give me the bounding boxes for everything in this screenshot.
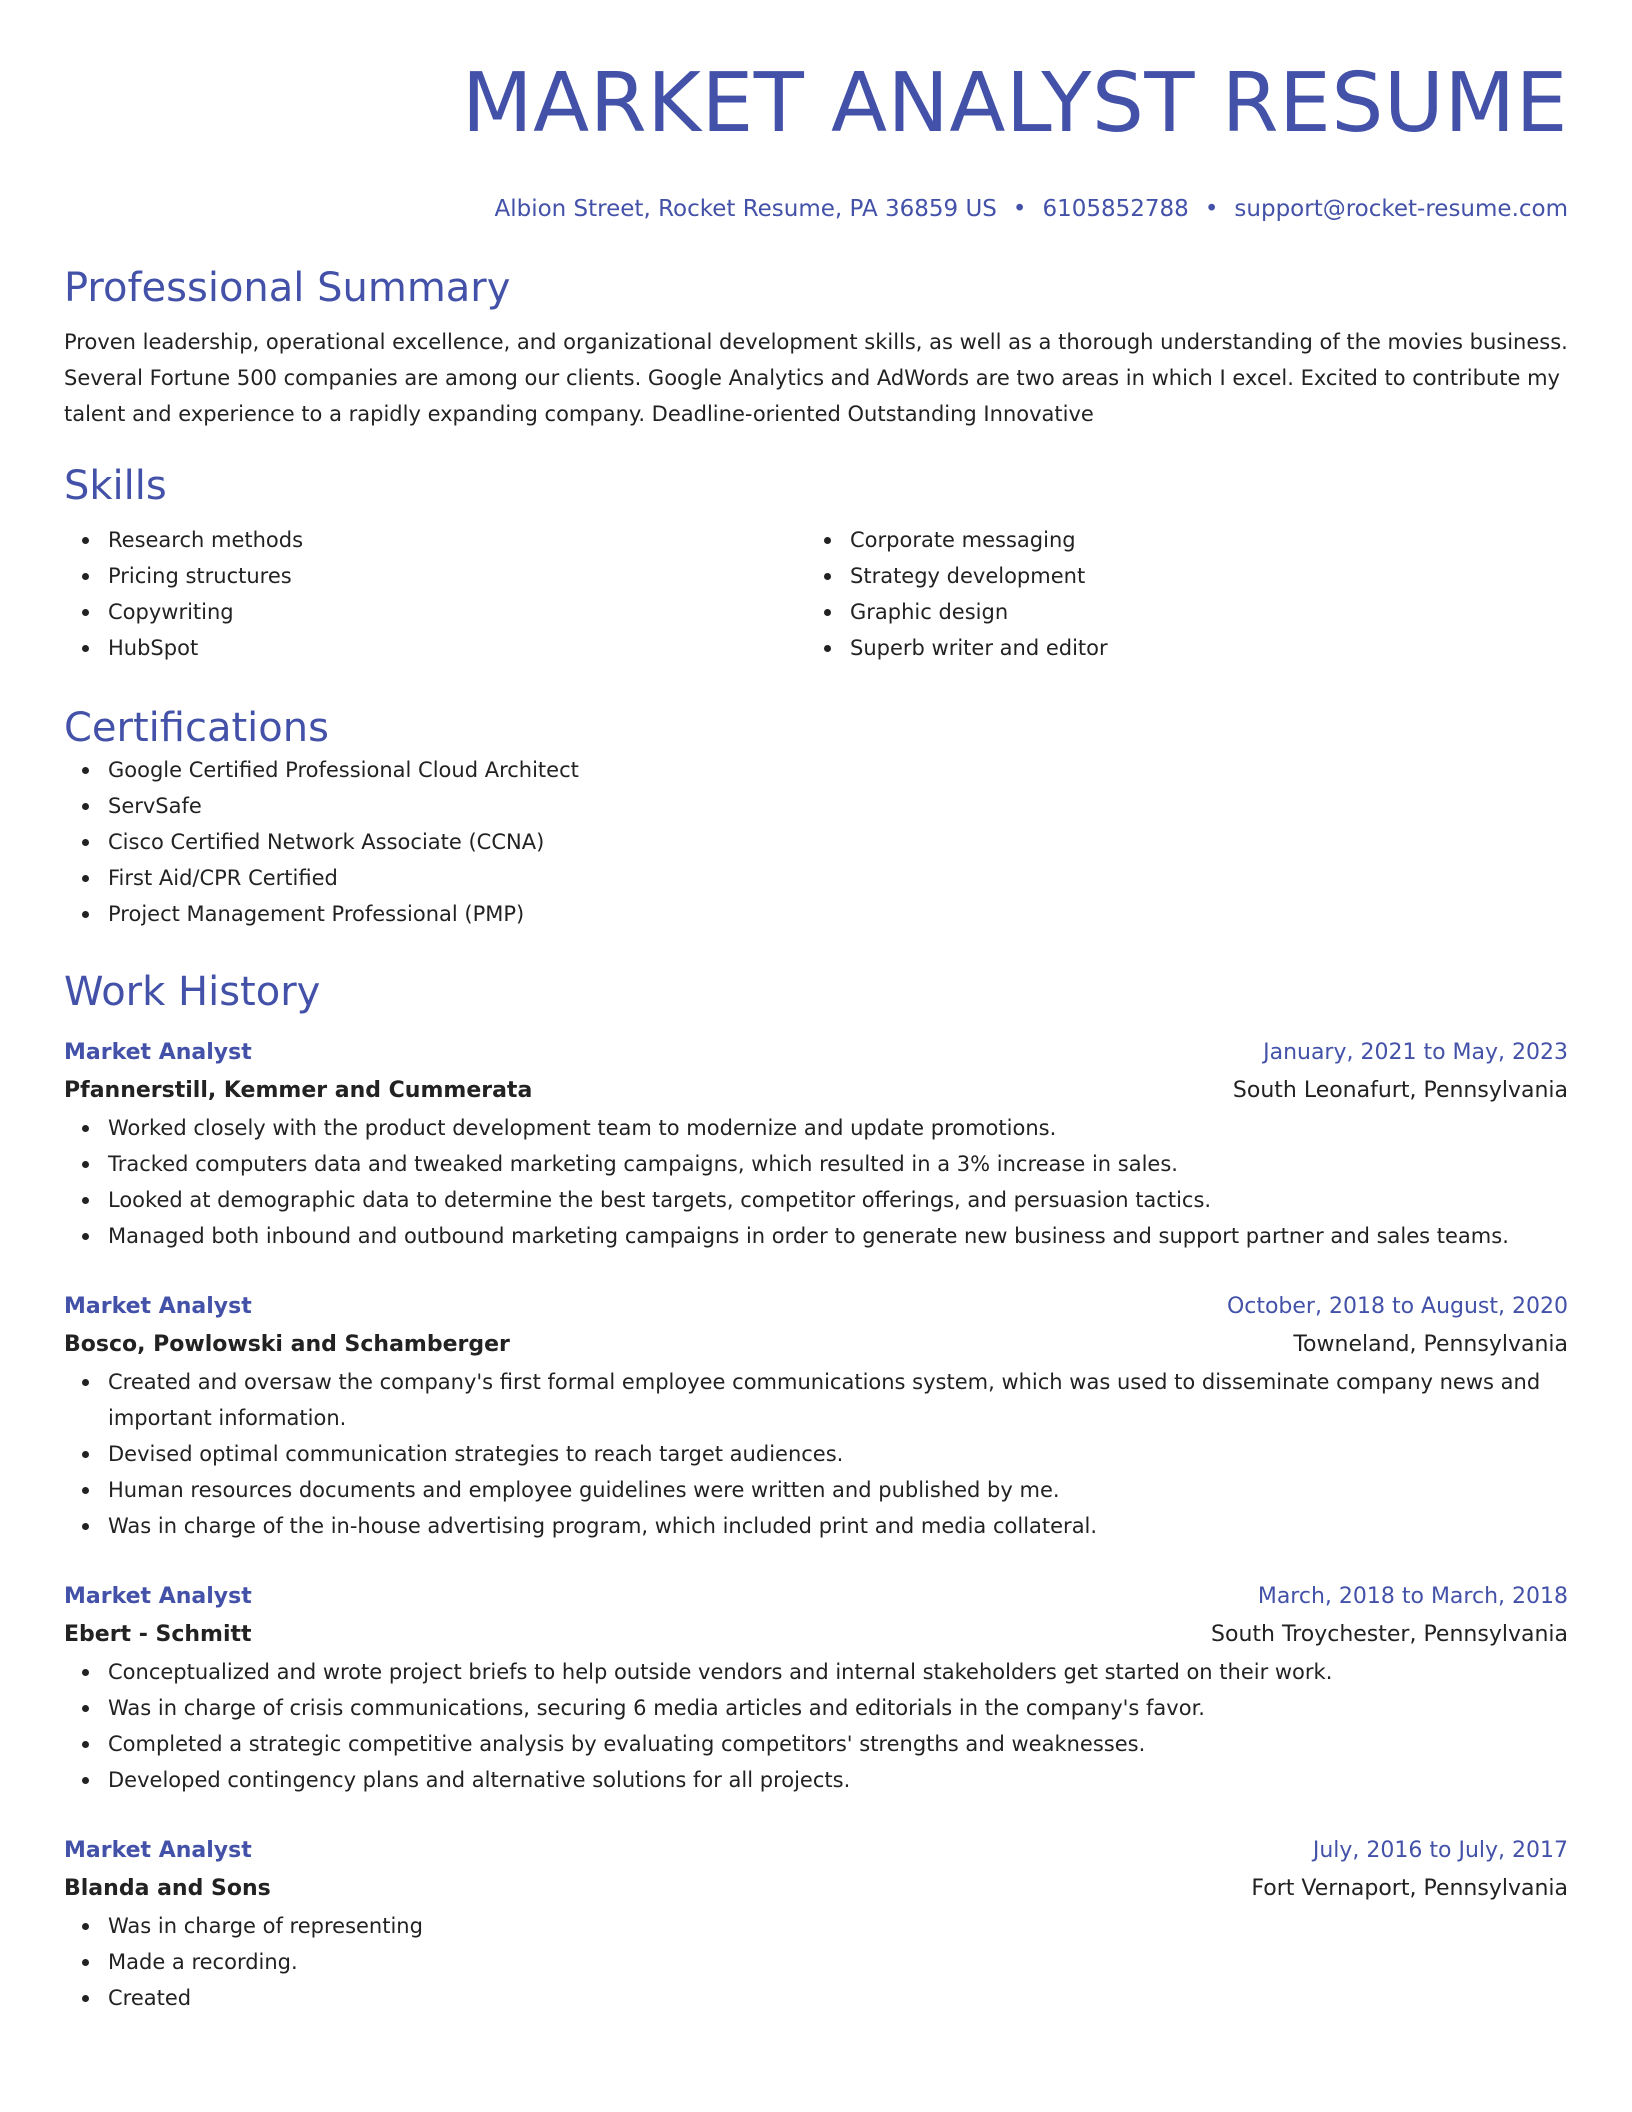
contact-separator: • <box>1012 196 1027 222</box>
job-location: Fort Vernaport, Pennsylvania <box>1251 1876 1568 1901</box>
job-company-row <box>64 1870 1568 1908</box>
job-bullet: Was in charge of the in-house advertising program, which included print and media collateral. <box>108 1508 1568 1544</box>
job-company: Bosco, Powlowski and Schamberger <box>64 1332 510 1357</box>
job-header-row <box>64 1034 1568 1072</box>
job-bullet: Was in charge of representing <box>108 1908 1568 1944</box>
job-company: Pfannerstill, Kemmer and Cummerata <box>64 1078 533 1103</box>
job-entry <box>64 1832 1568 2016</box>
job-dates: July, 2016 to July, 2017 <box>1312 1838 1568 1863</box>
skill-item: HubSpot <box>108 630 806 666</box>
summary-text: Proven leadership, operational excellence, and organizational development skills, as well as a thorough understanding of the movies business. Several Fortune 500 companies are among our clients. Google Analytics and AdWords are two areas in which I excel. Excited to contribute my talent and experience to a rapidly expanding company. Deadline-oriented Outstanding Innovative <box>64 330 1568 426</box>
job-bullets <box>64 1364 1568 1544</box>
job-bullets <box>64 1908 1568 2016</box>
summary-heading: Professional Summary <box>64 265 511 311</box>
skill-item: Strategy development <box>850 558 1548 594</box>
job-role: Market Analyst <box>64 1040 252 1065</box>
contact-email[interactable]: support@rocket-resume.com <box>1234 196 1568 222</box>
skill-item: Graphic design <box>850 594 1548 630</box>
job-bullet: Tracked computers data and tweaked marketing campaigns, which resulted in a 3% increase in sales. <box>108 1146 1568 1182</box>
job-company-row <box>64 1326 1568 1364</box>
job-bullet: Completed a strategic competitive analysis by evaluating competitors' strengths and weaknesses. <box>108 1726 1568 1762</box>
skill-item: Pricing structures <box>108 558 806 594</box>
job-bullet: Developed contingency plans and alternative solutions for all projects. <box>108 1762 1568 1798</box>
certification-item: First Aid/CPR Certified <box>108 860 1568 896</box>
job-location: Towneland, Pennsylvania <box>1293 1332 1568 1357</box>
job-role: Market Analyst <box>64 1294 252 1319</box>
job-bullet: Was in charge of crisis communications, securing 6 media articles and editorials in the company's favor. <box>108 1690 1568 1726</box>
job-bullet: Conceptualized and wrote project briefs to help outside vendors and internal stakeholders get started on their work. <box>108 1654 1568 1690</box>
job-header-row <box>64 1832 1568 1870</box>
job-bullet: Created and oversaw the company's first formal employee communications system, which was used to disseminate company news and important information. <box>108 1364 1568 1436</box>
certification-item: ServSafe <box>108 788 1568 824</box>
skill-item: Copywriting <box>108 594 806 630</box>
job-dates: October, 2018 to August, 2020 <box>1226 1294 1568 1319</box>
job-role: Market Analyst <box>64 1584 252 1609</box>
skills-list-left <box>64 522 806 666</box>
job-location: South Leonafurt, Pennsylvania <box>1232 1078 1568 1103</box>
work-history-heading: Work History <box>64 969 321 1015</box>
job-bullet: Managed both inbound and outbound marketing campaigns in order to generate new business and support partner and sales teams. <box>108 1218 1568 1254</box>
job-bullet: Worked closely with the product development team to modernize and update promotions. <box>108 1110 1568 1146</box>
resume-title: MARKET ANALYST RESUME <box>461 56 1568 151</box>
certification-item: Cisco Certified Network Associate (CCNA) <box>108 824 1568 860</box>
resume-page <box>64 0 1568 2016</box>
skills-column-left <box>64 522 806 666</box>
contact-phone[interactable]: 6105852788 <box>1042 196 1189 222</box>
skill-item: Corporate messaging <box>850 522 1548 558</box>
contact-separator: • <box>1204 196 1219 222</box>
contact-address: Albion Street, Rocket Resume, PA 36859 US <box>494 196 997 222</box>
skills-heading: Skills <box>64 463 167 509</box>
certification-item: Google Certified Professional Cloud Architect <box>108 752 1568 788</box>
job-bullet: Human resources documents and employee guidelines were written and published by me. <box>108 1472 1568 1508</box>
job-bullet: Made a recording. <box>108 1944 1568 1980</box>
job-company-row <box>64 1616 1568 1654</box>
certification-item: Project Management Professional (PMP) <box>108 896 1568 932</box>
job-bullets <box>64 1110 1568 1254</box>
skills-list-right <box>806 522 1548 666</box>
contact-line <box>64 194 1568 224</box>
job-header-row <box>64 1288 1568 1326</box>
job-dates: March, 2018 to March, 2018 <box>1257 1584 1568 1609</box>
job-company: Ebert - Schmitt <box>64 1622 252 1647</box>
job-bullet: Devised optimal communication strategies to reach target audiences. <box>108 1436 1568 1472</box>
certifications-list <box>64 752 1568 932</box>
job-header-row <box>64 1578 1568 1616</box>
job-company: Blanda and Sons <box>64 1876 271 1901</box>
job-entry <box>64 1288 1568 1544</box>
job-entry <box>64 1034 1568 1254</box>
job-bullets <box>64 1654 1568 1798</box>
certifications-heading: Certifications <box>64 705 329 751</box>
job-bullet: Created <box>108 1980 1568 2016</box>
skill-item: Superb writer and editor <box>850 630 1548 666</box>
job-dates: January, 2021 to May, 2023 <box>1263 1040 1568 1065</box>
skills-grid <box>64 522 1568 666</box>
skills-column-right <box>806 522 1548 666</box>
skill-item: Research methods <box>108 522 806 558</box>
job-location: South Troychester, Pennsylvania <box>1211 1622 1568 1647</box>
job-company-row <box>64 1072 1568 1110</box>
job-bullet: Looked at demographic data to determine the best targets, competitor offerings, and persuasion tactics. <box>108 1182 1568 1218</box>
job-entry <box>64 1578 1568 1798</box>
job-role: Market Analyst <box>64 1838 252 1863</box>
